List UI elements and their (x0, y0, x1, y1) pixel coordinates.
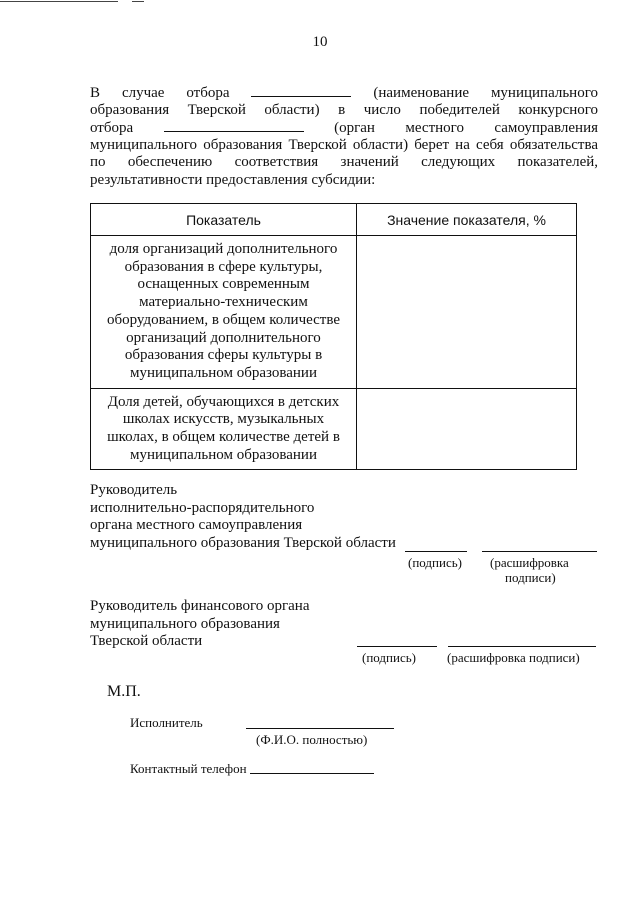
stamp-label: М.П. (107, 683, 141, 700)
executor-name-line[interactable] (246, 728, 394, 729)
finance-title-line-3: Тверской области (90, 633, 203, 650)
finance-signature-line[interactable] (357, 646, 437, 647)
executor-label: Исполнитель (130, 715, 203, 730)
authority-name-blank[interactable] (164, 119, 304, 132)
top-rule-left (0, 1, 118, 2)
top-rule-right (132, 1, 144, 2)
obligation-paragraph (90, 84, 598, 190)
indicator-value-cell[interactable] (357, 236, 577, 389)
head-decode-caption-1: (расшифровка (490, 555, 569, 570)
head-signature-line[interactable] (405, 551, 467, 552)
paragraph-line-5: по обеспечению соответствия значений следующих показателей, (90, 154, 599, 171)
head-decode-caption-2: подписи) (505, 570, 556, 585)
phone-line[interactable] (250, 773, 374, 774)
finance-decode-line[interactable] (448, 646, 596, 647)
head-decode-line[interactable] (482, 551, 597, 552)
paragraph-line-2: образования Тверской области) в число победителей конкурсного (90, 101, 599, 118)
finance-decode-caption: (расшифровка подписи) (447, 650, 580, 665)
indicator-name-cell: доля организаций дополнительного образования в сфере культуры, оснащенных современным материально-техническим оборудованием, в общем количестве организаций дополнительного образования сферы культуры в муниципальном образовании (91, 236, 357, 389)
indicator-value-cell[interactable] (357, 388, 577, 470)
finance-signature-block (90, 598, 410, 651)
head-signature-caption: (подпись) (408, 555, 462, 570)
table-row (91, 236, 577, 389)
indicators-table (90, 203, 577, 470)
finance-title-line-2: муниципального образования (90, 615, 280, 632)
paragraph-line-3: отбора (орган местного самоуправления (90, 120, 599, 137)
table-row (91, 388, 577, 470)
table-header-value: Значение показателя, % (357, 204, 577, 236)
finance-signature-caption: (подпись) (362, 650, 416, 665)
paragraph-line-4: муниципального образования Тверской области) берет на себя обязательства (90, 136, 598, 153)
table-header-indicator: Показатель (91, 204, 357, 236)
indicator-name-cell: Доля детей, обучающихся в детских школах искусств, музыкальных школах, в общем количестве детей в муниципальном образовании (91, 388, 357, 470)
paragraph-line-6: результативности предоставления субсидии: (90, 171, 376, 188)
table-header-row (91, 204, 577, 236)
head-title-line-4: муниципального образования Тверской области (90, 534, 396, 551)
head-signature-block (90, 482, 410, 552)
finance-title-line-1: Руководитель финансового органа (90, 598, 310, 614)
page-number: 10 (312, 34, 328, 50)
head-title-line-1: Руководитель (90, 482, 178, 498)
executor-caption: (Ф.И.О. полностью) (256, 732, 368, 747)
municipality-name-blank[interactable] (251, 84, 351, 97)
head-title-line-2: исполнительно-распорядительного (90, 499, 315, 516)
phone-label: Контактный телефон (130, 761, 247, 776)
paragraph-line-1: В случае отбора (наименование муниципального (90, 85, 598, 101)
head-title-line-3: органа местного самоуправления (90, 517, 303, 534)
